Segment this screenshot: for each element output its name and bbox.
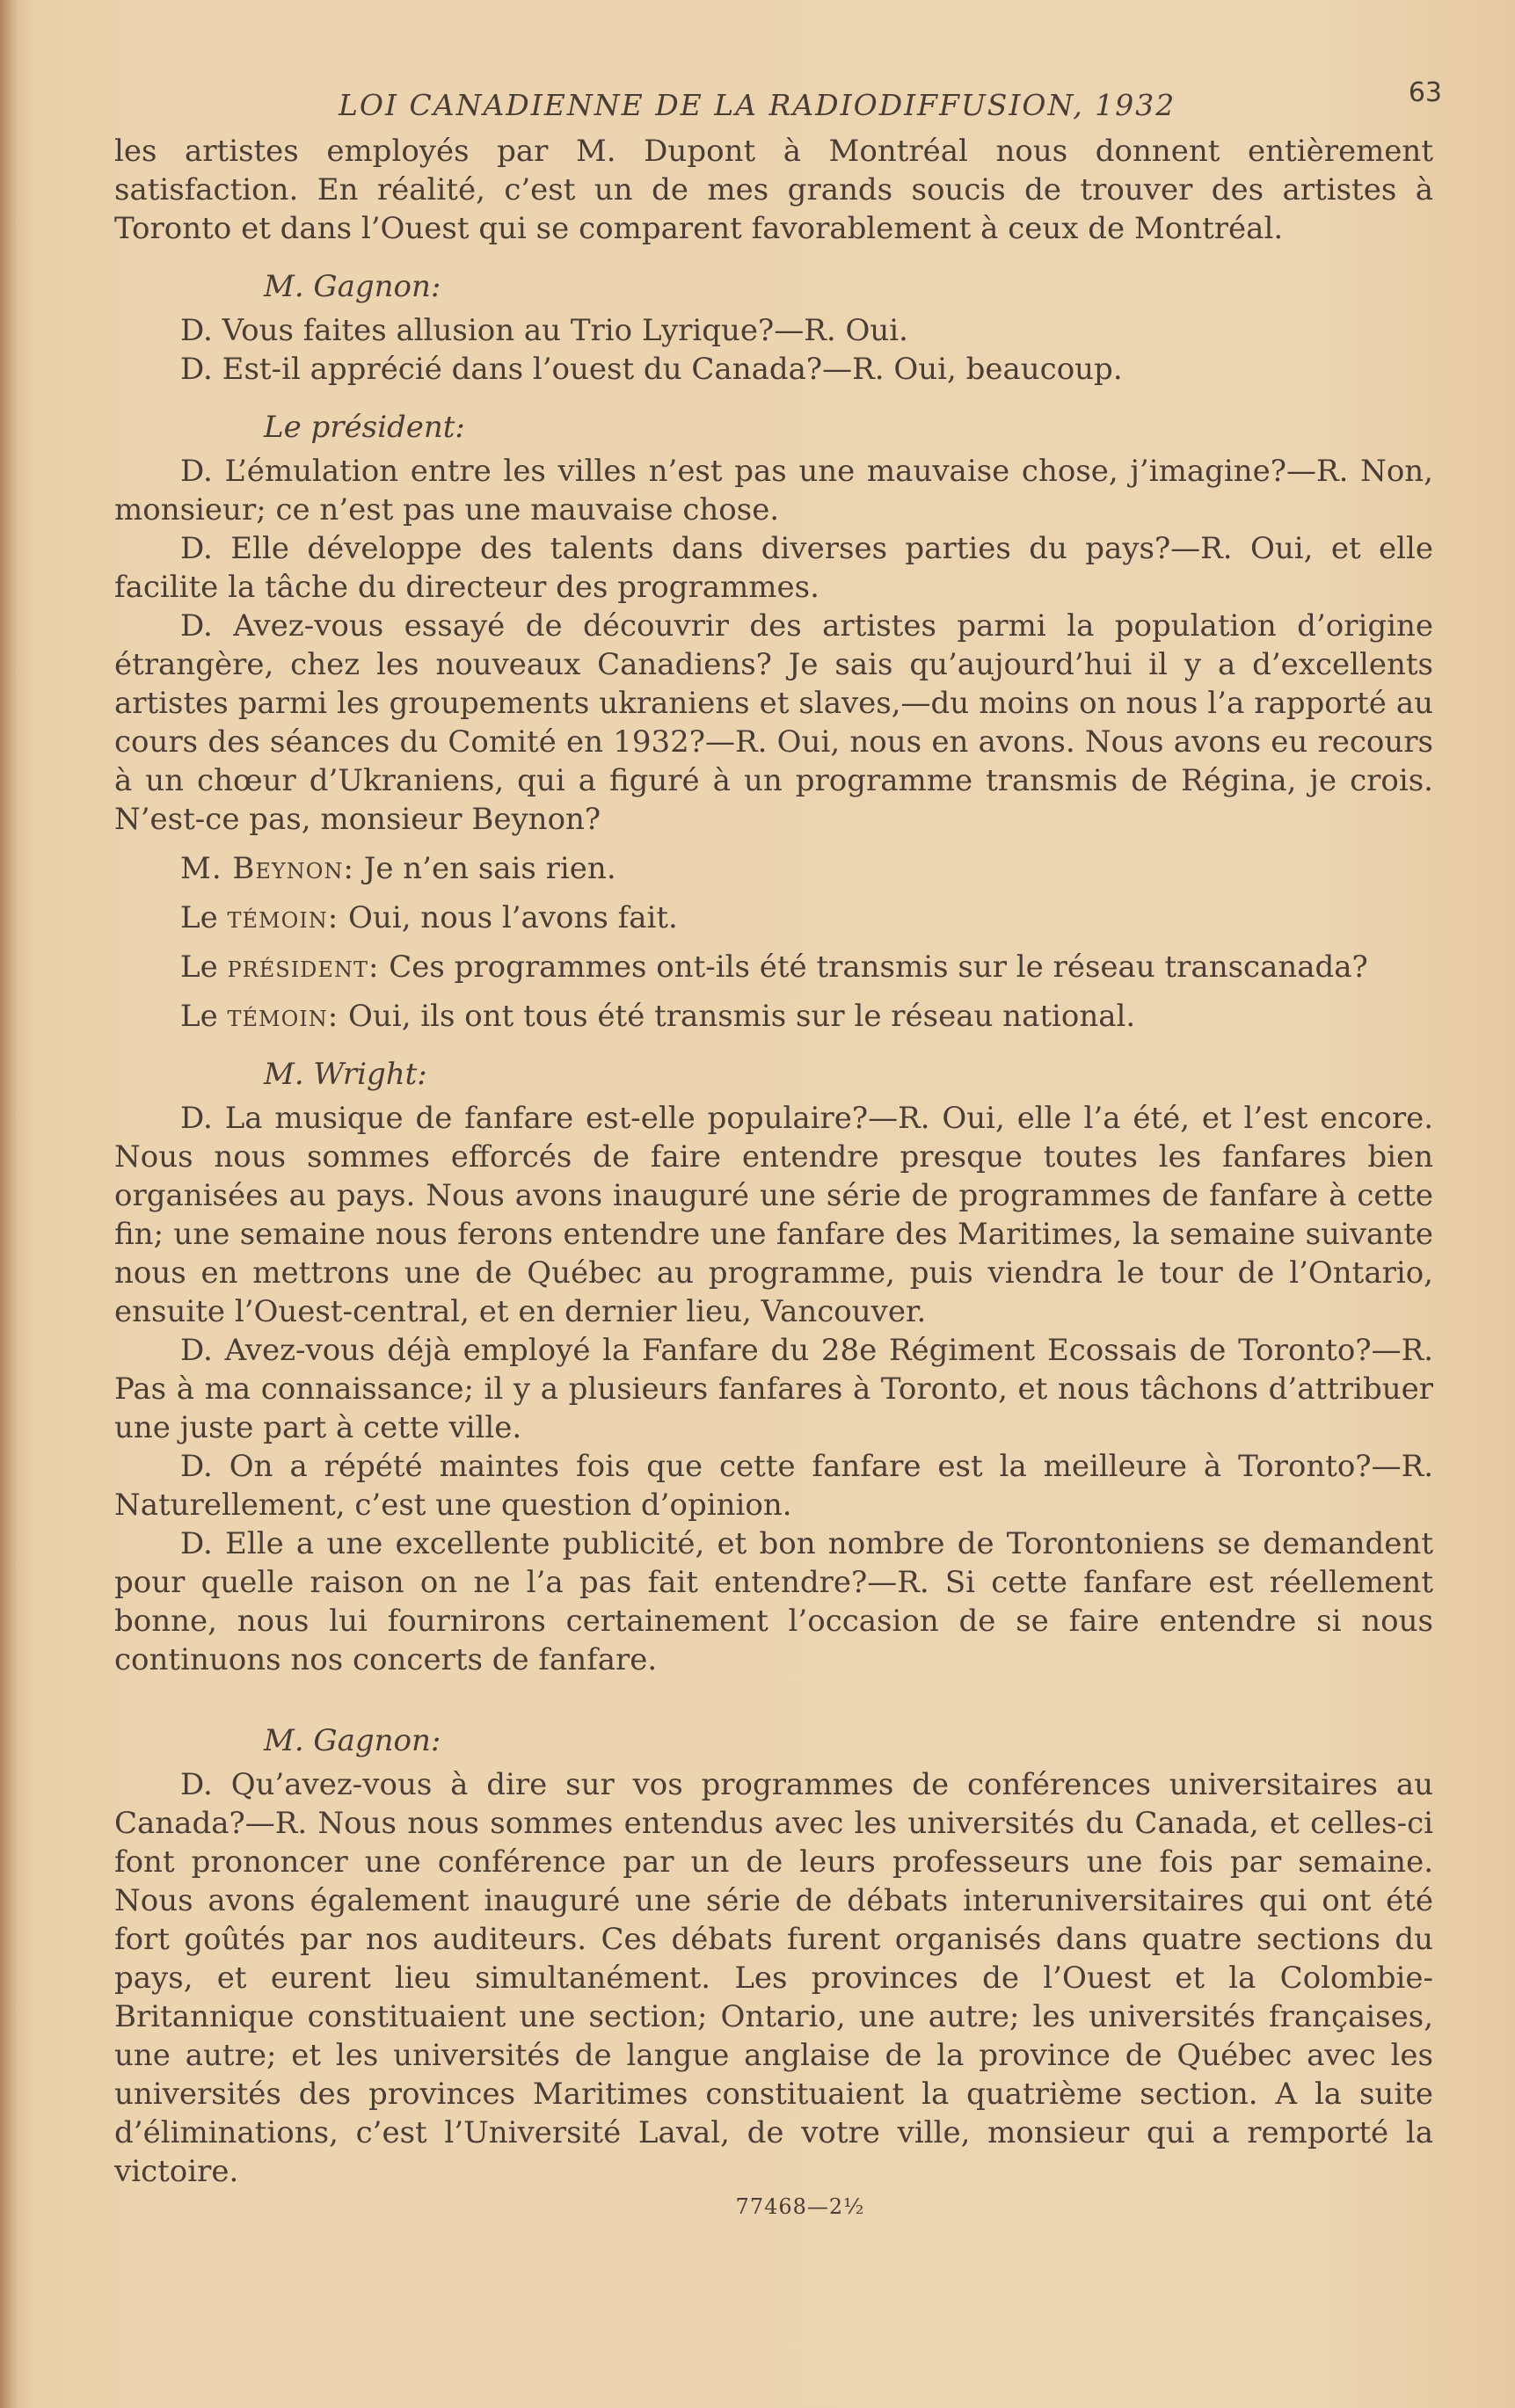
printer-code: 77468—2½ (735, 2194, 865, 2219)
speaker-heading: M. Wright: (264, 1057, 427, 1092)
question-answer: D. L’émulation entre les villes n’est pas une mauvaise chose, j’imagine?—R. Non, monsieur; ce n’est pas une mauvaise chose. (114, 454, 1433, 527)
speaker-line (114, 849, 1433, 888)
page-number: 63 (1408, 77, 1442, 108)
speaker-text: Ces programmes ont-ils été transmis sur le réseau transcanada? (379, 949, 1368, 985)
speaker-text: Je n’en sais rien. (353, 851, 616, 886)
running-head (114, 70, 1442, 132)
speaker-name: président: (227, 949, 380, 985)
speaker-name: M. Beynon: (180, 851, 354, 886)
speaker-line (114, 948, 1433, 986)
speaker-text: Oui, nous l’avons fait. (339, 900, 678, 935)
speaker-line (114, 898, 1433, 937)
speaker-name: témoin: (227, 999, 339, 1034)
running-title: LOI CANADIENNE DE LA RADIODIFFUSION, 1932 (339, 88, 1176, 122)
question-answer: D. Qu’avez-vous à dire sur vos programmes de conférences universitaires au Canada?—R. Nous nous sommes entendus avec les universités du Canada, et celles-ci font prononcer une conférence par un de leurs professeurs une fois par semaine. Nous avons également inauguré une série de débats interuniversitaires qui ont été fort goûtés par nos auditeurs. Ces débats furent organisés dans quatre sections du pays, et eurent lieu simultanément. Les provinces de l’Ouest et la Colombie-Britannique constituaient une section; Ontario, une autre; les universités françaises, une autre; et les universités de langue anglaise de la province de Québec avec les universités des provinces Maritimes constituaient la quatrième section. A la suite d’éliminations, c’est l’Université Laval, de votre ville, monsieur qui a remporté la victoire. (114, 1767, 1433, 2189)
page-content (114, 70, 1442, 2219)
speaker-prefix: Le (180, 900, 218, 935)
question-answer: D. Vous faites allusion au Trio Lyrique?—R. Oui. (180, 313, 908, 348)
page-edge (0, 0, 16, 2408)
paragraph-continuation: les artistes employés par M. Dupont à Montréal nous donnent entièrement satisfaction. En réalité, c’est un de mes grands soucis de trouver des artistes à Toronto et dans l’Ouest qui se comparent favorablement à ceux de Montréal. (114, 134, 1433, 246)
question-answer: D. La musique de fanfare est-elle populaire?—R. Oui, elle l’a été, et l’est encore. Nous nous sommes efforcés de faire entendre presque toutes les fanfares bien organisées au pays. Nous avons inauguré une série de programmes de fanfare à cette fin; une semaine nous ferons entendre une fanfare des Maritimes, la semaine suivante nous en mettrons une de Québec au programme, puis viendra le tour de l’Ontario, ensuite l’Ouest-central, et en dernier lieu, Vancouver. (114, 1101, 1433, 1329)
speaker-heading: M. Gagnon: (264, 1723, 441, 1758)
question-answer: D. Elle développe des talents dans diverses parties du pays?—R. Oui, et elle facilite la tâche du directeur des programmes. (114, 531, 1433, 605)
speaker-heading: M. Gagnon: (264, 269, 441, 304)
speaker-name: témoin: (227, 900, 339, 935)
question-answer: D. Avez-vous déjà employé la Fanfare du 28e Régiment Ecossais de Toronto?—R. Pas à ma connaissance; il y a plusieurs fanfares à Toronto, et nous tâchons d’attribuer une juste part à cette ville. (114, 1333, 1433, 1445)
question-answer: D. Est-il apprécié dans l’ouest du Canada?—R. Oui, beaucoup. (180, 352, 1123, 387)
question-answer: D. On a répété maintes fois que cette fanfare est la meilleure à Toronto?—R. Naturellement, c’est une question d’opinion. (114, 1449, 1433, 1523)
question-answer: D. Elle a une excellente publicité, et bon nombre de Torontoniens se demandent pour quelle raison on ne l’a pas fait entendre?—R. Si cette fanfare est réellement bonne, nous lui fournirons certainement l’occasion de se faire entendre si nous continuons nos concerts de fanfare. (114, 1526, 1433, 1677)
speaker-prefix: Le (180, 949, 218, 985)
speaker-prefix: Le (180, 999, 218, 1034)
speaker-line (114, 997, 1433, 1036)
speaker-text: Oui, ils ont tous été transmis sur le réseau national. (339, 999, 1136, 1034)
speaker-heading: Le président: (264, 410, 465, 445)
question-answer: D. Avez-vous essayé de découvrir des artistes parmi la population d’origine étrangère, chez les nouveaux Canadiens? Je sais qu’aujourd’hui il y a d’excellents artistes parmi les groupements ukraniens et slaves,—du moins on nous l’a rapporté au cours des séances du Comité en 1932?—R. Oui, nous en avons. Nous avons eu recours à un chœur d’Ukraniens, qui a figuré à un programme transmis de Régina, je crois. N’est-ce pas, monsieur Beynon? (114, 608, 1433, 837)
